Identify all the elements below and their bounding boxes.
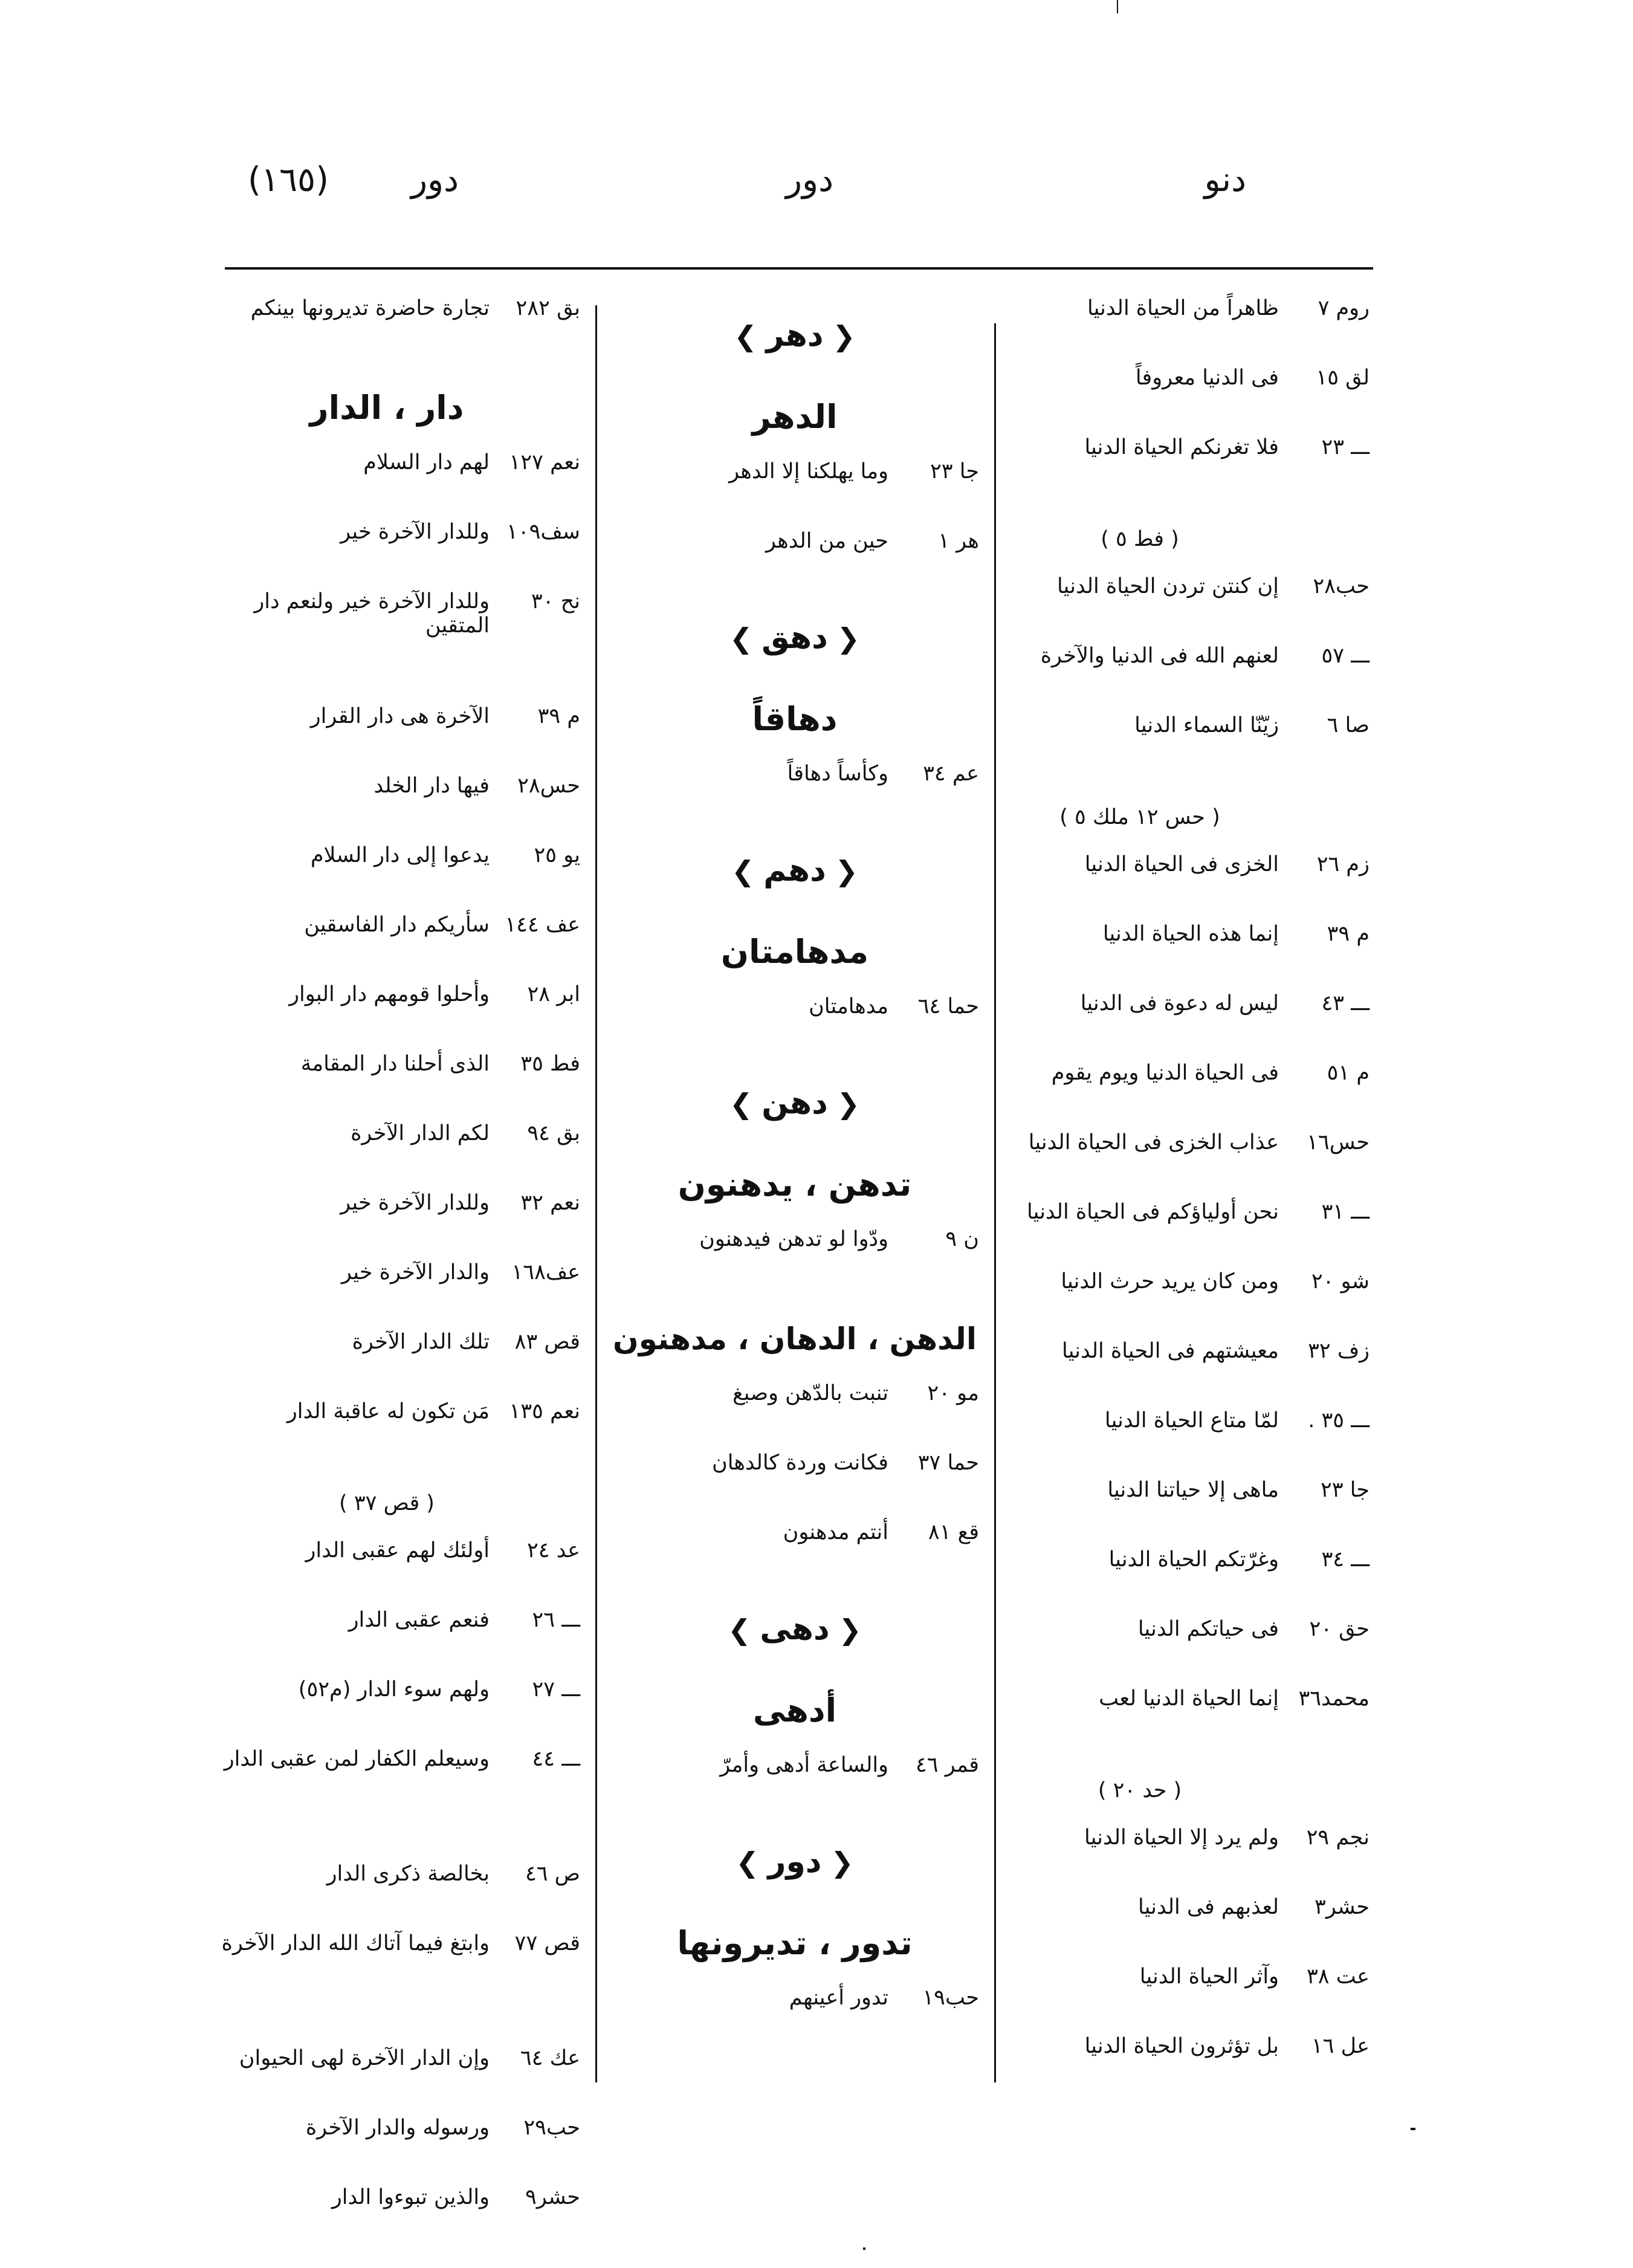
derived-word-heading: تدور ، تديرونها <box>677 1924 913 1962</box>
verse-text: وما يهلكنا إلا الدهر <box>729 459 888 484</box>
verse-text: وآثر الحياة الدنيا <box>1139 1965 1279 1989</box>
scan-mark <box>863 2247 865 2250</box>
bracket-open-icon: ❮ <box>821 1846 854 1879</box>
verse-text: فنعم عقبى الدار <box>348 1608 490 1632</box>
verse-reference: نجم ٢٩ <box>1306 1826 1369 1850</box>
verse-text: لعنهم الله فى الدنيا والآخرة <box>1040 644 1279 668</box>
verse-text: والذين تبوءوا الدار <box>331 2185 490 2209</box>
verse-text: إنما هذه الحياة الدنيا <box>1102 922 1279 946</box>
bracket-open-icon: ❮ <box>827 1087 860 1120</box>
verse-text: فى الدنيا معروفاً <box>1135 366 1279 390</box>
concordance-entry <box>193 2046 580 2116</box>
root-word: دهم <box>763 852 826 889</box>
verse-text: ولم يرد إلا الحياة الدنيا <box>1084 1826 1279 1850</box>
verse-reference: حشر٣ <box>1314 1895 1369 1919</box>
bracket-close-icon: ❯ <box>729 622 762 655</box>
verse-text: وابتغ فيما آتاك الله الدار الآخرة <box>221 1931 490 1955</box>
verse-text: والساعة أدهى وأمرّ <box>720 1753 888 1777</box>
root-word: دهن <box>762 1085 828 1121</box>
concordance-entry <box>910 1269 1369 1339</box>
verse-text: لمّا متاع الحياة الدنيا <box>1104 1408 1279 1433</box>
concordance-entry <box>193 1191 580 1260</box>
concordance-entry <box>193 1052 580 1121</box>
verse-reference: ـــ ٣٤ <box>1321 1547 1369 1572</box>
concordance-entry <box>910 713 1369 783</box>
verse-text: تنبت بالدّهن وصبغ <box>732 1381 888 1405</box>
concordance-entry <box>610 1227 979 1297</box>
concordance-entry <box>193 774 580 843</box>
verse-text: وكأساً دهاقاً <box>787 762 888 786</box>
concordance-entry <box>610 1451 979 1520</box>
derived-word-heading: دار ، الدار <box>309 389 464 427</box>
scan-mark <box>1411 2128 1415 2130</box>
verse-text: الخزى فى الحياة الدنيا <box>1084 852 1279 876</box>
derived-word-heading: دهاقاً <box>752 700 838 738</box>
concordance-entry <box>610 459 979 529</box>
concordance-entry <box>193 450 580 520</box>
column-separator-left <box>595 305 597 2082</box>
verse-reference: م ٥١ <box>1327 1061 1369 1085</box>
verse-text: فى الحياة الدنيا ويوم يقوم <box>1051 1061 1279 1085</box>
root-heading <box>610 1590 979 1668</box>
verse-text: بخالصة ذكرى الدار <box>326 1862 490 1886</box>
concordance-entry <box>193 1330 580 1399</box>
verse-reference: عد ٢٤ <box>527 1538 580 1563</box>
verse-text: لعذبهم فى الدنيا <box>1138 1895 1279 1919</box>
derived-word-heading: الدهر <box>752 398 838 436</box>
verse-reference: يو ٢٥ <box>534 843 580 867</box>
bracket-open-icon: ❮ <box>829 1613 862 1646</box>
concordance-entry <box>910 1478 1369 1547</box>
verse-reference: حب٢٩ <box>523 2116 580 2140</box>
verse-reference: ـــ ٢٦ <box>532 1608 580 1632</box>
bracket-close-icon: ❯ <box>728 1613 760 1646</box>
verse-reference: بق ٢٨٢ <box>516 296 580 320</box>
concordance-entry <box>193 704 580 774</box>
root-word: دهق <box>762 620 828 656</box>
verse-text: سأريكم دار الفاسقين <box>304 913 490 937</box>
verse-reference: بق ٩٤ <box>527 1121 580 1145</box>
verse-reference: صا ٦ <box>1327 713 1369 737</box>
verse-reference: شو ٢٠ <box>1311 1269 1369 1294</box>
concordance-entry <box>610 1753 979 1822</box>
middle-column <box>610 296 979 2116</box>
verse-text: ورسوله والدار الآخرة <box>305 2116 490 2140</box>
concordance-entry <box>193 2116 580 2185</box>
bracket-open-icon: ❮ <box>827 622 860 655</box>
verse-text: ودّوا لو تدهن فيدهنون <box>699 1227 888 1251</box>
verse-reference: نعم ١٢٧ <box>509 450 580 475</box>
verse-text: ماهى إلا حياتنا الدنيا <box>1107 1478 1279 1502</box>
verse-reference: م ٣٩ <box>1327 922 1369 946</box>
concordance-entry <box>193 843 580 913</box>
scan-mark <box>1117 0 1118 13</box>
verse-reference: جا ٢٣ <box>930 459 979 484</box>
verse-text: ولهم سوء الدار (م٥٢) <box>298 1677 490 1702</box>
concordance-entry <box>910 1617 1369 1686</box>
verse-reference: عم ٣٤ <box>923 762 979 786</box>
verse-text: وللدار الآخرة خير <box>340 520 490 544</box>
verse-reference: عف ١٤٤ <box>505 913 580 937</box>
verse-reference: ـــ ٢٧ <box>532 1677 580 1702</box>
concordance-entry <box>193 982 580 1052</box>
verse-text: وإن الدار الآخرة لهى الحيوان <box>239 2046 490 2070</box>
verse-text: وسيعلم الكفار لمن عقبى الدار <box>224 1747 490 1771</box>
verse-reference: جا ٢٣ <box>1320 1478 1369 1502</box>
derived-word-heading: الدهن ، الدهان ، مدهنون <box>613 1321 977 1356</box>
concordance-entry <box>193 1931 580 2046</box>
verse-text: وللدار الآخرة خير <box>340 1191 490 1215</box>
verse-reference: عك ٦٤ <box>520 2046 580 2070</box>
verse-text: بل تؤثرون الحياة الدنيا <box>1084 2034 1279 2058</box>
verse-reference: عل ١٦ <box>1311 2034 1369 2058</box>
concordance-entry <box>910 2034 1369 2104</box>
verse-reference: عف١٦٨ <box>511 1260 580 1285</box>
verse-text: حين من الدهر <box>765 529 888 553</box>
concordance-entry <box>193 913 580 982</box>
concordance-entry <box>910 1339 1369 1408</box>
concordance-entry <box>610 762 979 831</box>
verse-reference: زم ٢٦ <box>1316 852 1369 876</box>
derived-word-heading: أدهى <box>752 1691 837 1729</box>
concordance-entry <box>910 296 1369 366</box>
concordance-entry <box>910 852 1369 922</box>
verse-reference: ـــ ٤٣ <box>1321 991 1369 1016</box>
verse-reference: نعم ٣٢ <box>520 1191 580 1215</box>
verse-text: ظاهراً من الحياة الدنيا <box>1087 296 1279 320</box>
header-rule <box>225 267 1373 270</box>
verse-reference: مو ٢٠ <box>927 1381 979 1405</box>
derived-word-heading: تدهن ، يدهنون <box>677 1165 912 1204</box>
verse-reference: سف١٠٩ <box>506 520 580 544</box>
bracket-close-icon: ❯ <box>736 1846 768 1879</box>
verse-reference: حب٢٨ <box>1313 574 1369 598</box>
cross-reference: ( فط ٥ ) <box>1101 527 1179 551</box>
root-heading <box>610 1822 979 1901</box>
verse-reference: حب١٩ <box>922 1986 979 2010</box>
concordance-entry <box>910 574 1369 644</box>
verse-reference: نح ٣٠ <box>531 589 580 614</box>
verse-reference: ن ٩ <box>945 1227 979 1251</box>
page-number: (١٦٥) <box>248 160 329 199</box>
verse-text: أولئك لهم عقبى الدار <box>305 1538 490 1563</box>
verse-text: إن كنتن تردن الحياة الدنيا <box>1057 574 1279 598</box>
concordance-entry <box>610 1381 979 1451</box>
cross-reference: ( حس ١٢ ملك ٥ ) <box>1059 805 1220 829</box>
verse-reference: زف ٣٢ <box>1308 1339 1369 1363</box>
concordance-entry <box>193 1260 580 1330</box>
verse-text: الذى أحلنا دار المقامة <box>300 1052 490 1076</box>
verse-text: فكانت وردة كالدهان <box>712 1451 888 1475</box>
concordance-entry <box>193 296 580 366</box>
root-heading <box>610 296 979 375</box>
verse-reference: حما ٣٧ <box>917 1451 979 1475</box>
bracket-close-icon: ❯ <box>729 1087 762 1120</box>
verse-text: ليس له دعوة فى الدنيا <box>1080 991 1279 1016</box>
root-heading <box>610 1064 979 1142</box>
verse-text: زيّنّا السماء الدنيا <box>1134 713 1279 737</box>
verse-reference: ابر ٢٨ <box>527 982 580 1006</box>
verse-reference: ـــ ٢٣ <box>1321 435 1369 459</box>
root-heading <box>610 831 979 910</box>
verse-text: لكم الدار الآخرة <box>351 1121 490 1145</box>
concordance-entry <box>193 1399 580 1469</box>
verse-text: نحن أولياؤكم فى الحياة الدنيا <box>1026 1200 1279 1224</box>
verse-reference: ـــ ٥٧ <box>1321 644 1369 668</box>
verse-text: ومن كان يريد حرث الدنيا <box>1061 1269 1279 1294</box>
verse-reference: لق ١٥ <box>1316 366 1369 390</box>
concordance-entry <box>910 1547 1369 1617</box>
running-head-left: دور <box>411 160 459 199</box>
concordance-entry <box>910 1965 1369 2034</box>
root-word: دور <box>768 1844 822 1880</box>
bracket-close-icon: ❯ <box>734 320 766 352</box>
right-column <box>910 296 1369 2116</box>
verse-reference: ـــ ٤٤ <box>532 1747 580 1771</box>
concordance-entry <box>910 366 1369 435</box>
verse-text: فلا تغرنكم الحياة الدنيا <box>1084 435 1279 459</box>
left-column <box>193 296 580 2209</box>
verse-reference: قع ٨١ <box>928 1520 979 1544</box>
concordance-entry <box>610 1986 979 2055</box>
concordance-entry <box>610 994 979 1064</box>
verse-reference: روم ٧ <box>1318 296 1369 320</box>
verse-reference: عت ٣٨ <box>1307 1965 1369 1989</box>
verse-reference: حما ٦٤ <box>917 994 979 1019</box>
concordance-entry <box>910 1061 1369 1130</box>
verse-text: إنما الحياة الدنيا لعب <box>1099 1686 1279 1711</box>
concordance-entry <box>610 1520 979 1590</box>
verse-text: تجارة حاضرة تديرونها بينكم <box>250 296 490 320</box>
verse-text: يدعوا إلى دار السلام <box>310 843 490 867</box>
verse-text: وغرّتكم الحياة الدنيا <box>1108 1547 1279 1572</box>
verse-reference: قص ٧٧ <box>514 1931 580 1955</box>
verse-reference: محمد٣٦ <box>1298 1686 1369 1711</box>
derived-word-heading: مدهامتان <box>720 933 869 971</box>
concordance-entry <box>910 922 1369 991</box>
bracket-close-icon: ❯ <box>731 855 764 887</box>
concordance-entry <box>193 1862 580 1931</box>
verse-reference: حس٢٨ <box>517 774 580 798</box>
root-word: دهر <box>766 317 824 354</box>
concordance-entry <box>610 529 979 598</box>
verse-reference: حق ٢٠ <box>1309 1617 1369 1641</box>
concordance-entry <box>193 589 580 704</box>
verse-reference: ص ٤٦ <box>525 1862 580 1886</box>
verse-text: فى حياتكم الدنيا <box>1137 1617 1279 1641</box>
running-head-center: دور <box>786 160 834 199</box>
concordance-entry <box>910 1130 1369 1200</box>
root-heading <box>610 598 979 677</box>
verse-text: وللدار الآخرة خير ولنعم دار المتقين <box>254 589 490 638</box>
root-word: دهى <box>760 1611 830 1647</box>
concordance-entry <box>910 1686 1369 1756</box>
verse-reference: قص ٨٣ <box>514 1330 580 1354</box>
verse-text: مدهامتان <box>809 994 888 1019</box>
concordance-entry <box>910 1826 1369 1895</box>
bracket-open-icon: ❮ <box>823 320 856 352</box>
concordance-entry <box>193 520 580 589</box>
cross-reference: ( قص ٣٧ ) <box>339 1491 435 1515</box>
verse-text: والدار الآخرة خير <box>341 1260 490 1285</box>
concordance-entry <box>910 1200 1369 1269</box>
verse-text: عذاب الخزى فى الحياة الدنيا <box>1028 1130 1279 1155</box>
concordance-entry <box>193 1608 580 1677</box>
concordance-entry <box>910 435 1369 505</box>
verse-text: معيشتهم فى الحياة الدنيا <box>1062 1339 1279 1363</box>
verse-reference: فط ٣٥ <box>520 1052 580 1076</box>
verse-text: وأحلوا قومهم دار البوار <box>289 982 490 1006</box>
verse-reference: نعم ١٣٥ <box>509 1399 580 1424</box>
verse-reference: حشر٩ <box>525 2185 580 2209</box>
verse-text: الآخرة هى دار القرار <box>310 704 490 728</box>
verse-text: مَن تكون له عاقبة الدار <box>286 1399 490 1424</box>
concordance-entry <box>910 991 1369 1061</box>
cross-reference: ( حد ٢٠ ) <box>1098 1778 1182 1803</box>
verse-text: فيها دار الخلد <box>373 774 490 798</box>
verse-reference: قمر ٤٦ <box>915 1753 979 1777</box>
concordance-entry <box>193 2185 580 2255</box>
verse-reference: حس١٦ <box>1307 1130 1369 1155</box>
concordance-entry <box>910 644 1369 713</box>
verse-reference: م ٣٩ <box>537 704 580 728</box>
concordance-entry <box>193 1677 580 1747</box>
verse-text: لهم دار السلام <box>363 450 490 475</box>
verse-reference: ـــ ٣٥ . <box>1308 1408 1369 1433</box>
concordance-entry <box>193 1747 580 1862</box>
running-head-right: دنو <box>1204 160 1246 199</box>
verse-text: أنتم مدهنون <box>783 1520 888 1544</box>
bracket-open-icon: ❮ <box>826 855 858 887</box>
verse-reference: هر ١ <box>938 529 979 553</box>
verse-text: تدور أعينهم <box>789 1986 888 2010</box>
concordance-entry <box>910 1408 1369 1478</box>
concordance-entry <box>193 1538 580 1608</box>
verse-reference: ـــ ٣١ <box>1321 1200 1369 1224</box>
concordance-entry <box>910 1895 1369 1965</box>
concordance-entry <box>193 1121 580 1191</box>
verse-text: تلك الدار الآخرة <box>352 1330 490 1354</box>
